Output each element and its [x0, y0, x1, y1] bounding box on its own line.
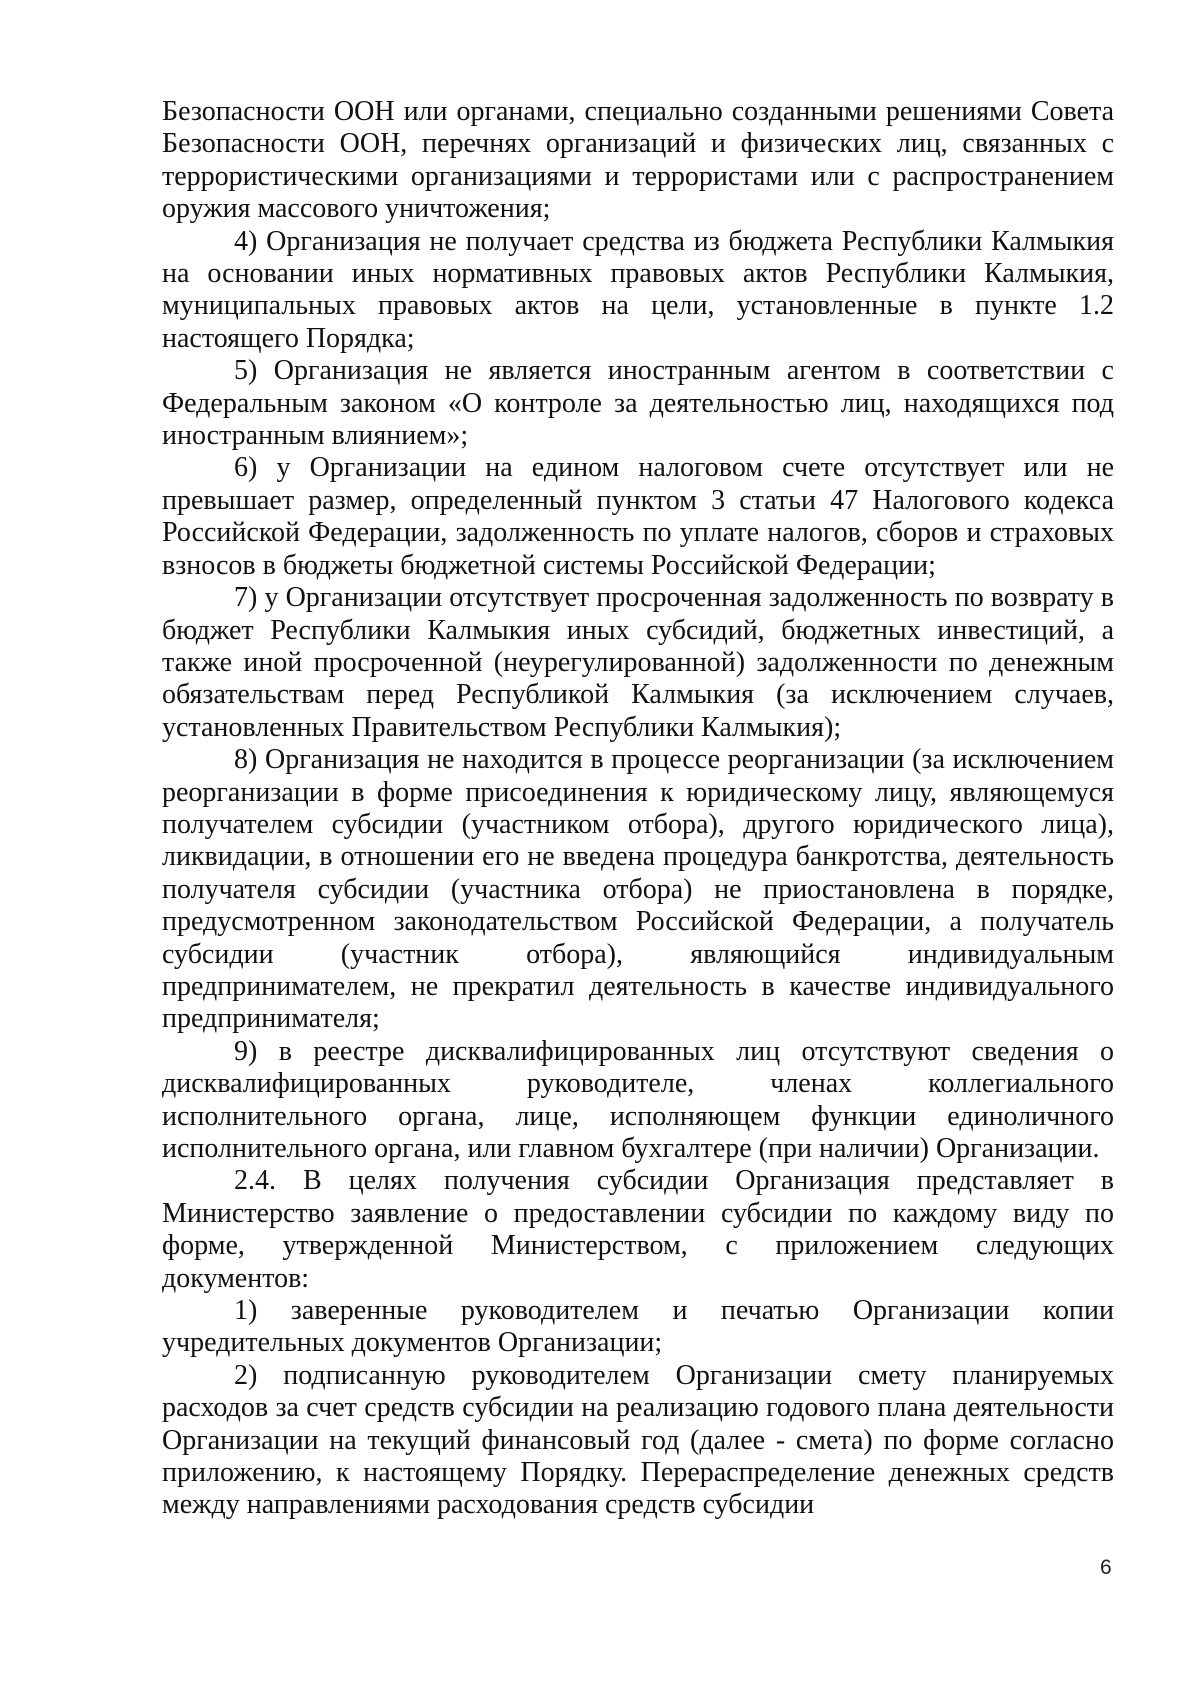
paragraph-item-6: 6) у Организации на едином налоговом счете отсутствует или не превышает размер, определенный пунктом 3 статьи 47 Налогового кодекса Российской Федерации, задолженность по уплате налогов, сборов и страховых взносов в бюджеты бюджетной системы Российской Федерации;	[162, 452, 1114, 581]
paragraph-doc-item-1: 1) заверенные руководителем и печатью Организации копии учредительных документов Организации;	[162, 1295, 1114, 1359]
paragraph-item-9: 9) в реестре дисквалифицированных лиц отсутствуют сведения о дисквалифицированных руководителе, членах коллегиального исполнительного органа, лице, исполняющем функции единоличного исполнительного органа, или главном бухгалтере (при наличии) Организации.	[162, 1035, 1114, 1164]
paragraph-section-2-4: 2.4. В целях получения субсидии Организация представляет в Министерство заявление о предоставлении субсидии по каждому виду по форме, утвержденной Министерством, с приложением следующих документов:	[162, 1165, 1114, 1294]
paragraph-item-7: 7) у Организации отсутствует просроченная задолженность по возврату в бюджет Республики Калмыкия иных субсидий, бюджетных инвестиций, а также иной просроченной (неурегулированной) задолженности по денежным обязательствам перед Республикой Калмыкия (за исключением случаев, установленных Правительством Республики Калмыкия);	[162, 582, 1114, 743]
paragraph-item-8: 8) Организация не находится в процессе реорганизации (за исключением реорганизации в форме присоединения к юридическому лицу, являющемуся получателем субсидии (участником отбора), другого юридического лица), ликвидации, в отношении его не введена процедура банкротства, деятельность получателя субсидии (участника отбора) не приостановлена в порядке, предусмотренном законодательством Российской Федерации, а получатель субсидии (участник отбора), являющийся индивидуальным предпринимателем, не прекратил деятельность в качестве индивидуального предпринимателя;	[162, 744, 1114, 1035]
paragraph-item-5: 5) Организация не является иностранным агентом в соответствии с Федеральным законом «О контроле за деятельностью лиц, находящихся под иностранным влиянием»;	[162, 355, 1114, 452]
page-number: 6	[1100, 1556, 1112, 1579]
paragraph-item-4: 4) Организация не получает средства из бюджета Республики Калмыкия на основании иных нормативных правовых актов Республики Калмыкия, муниципальных правовых актов на цели, установленные в пункте 1.2 настоящего Порядка;	[162, 225, 1114, 354]
paragraph-doc-item-2: 2) подписанную руководителем Организации смету планируемых расходов за счет средств субсидии на реализацию годового плана деятельности Организации на текущий финансовый год (далее - смета) по форме согласно приложению, к настоящему Порядку. Перераспределение денежных средств между направлениями расходования средств субсидии	[162, 1359, 1114, 1521]
paragraph-continuation: Безопасности ООН или органами, специально созданными решениями Совета Безопасности ООН, перечнях организаций и физических лиц, связанных с террористическими организациями и террористами или с распространением оружия массового уничтожения;	[162, 96, 1114, 225]
document-body	[162, 96, 1114, 1522]
